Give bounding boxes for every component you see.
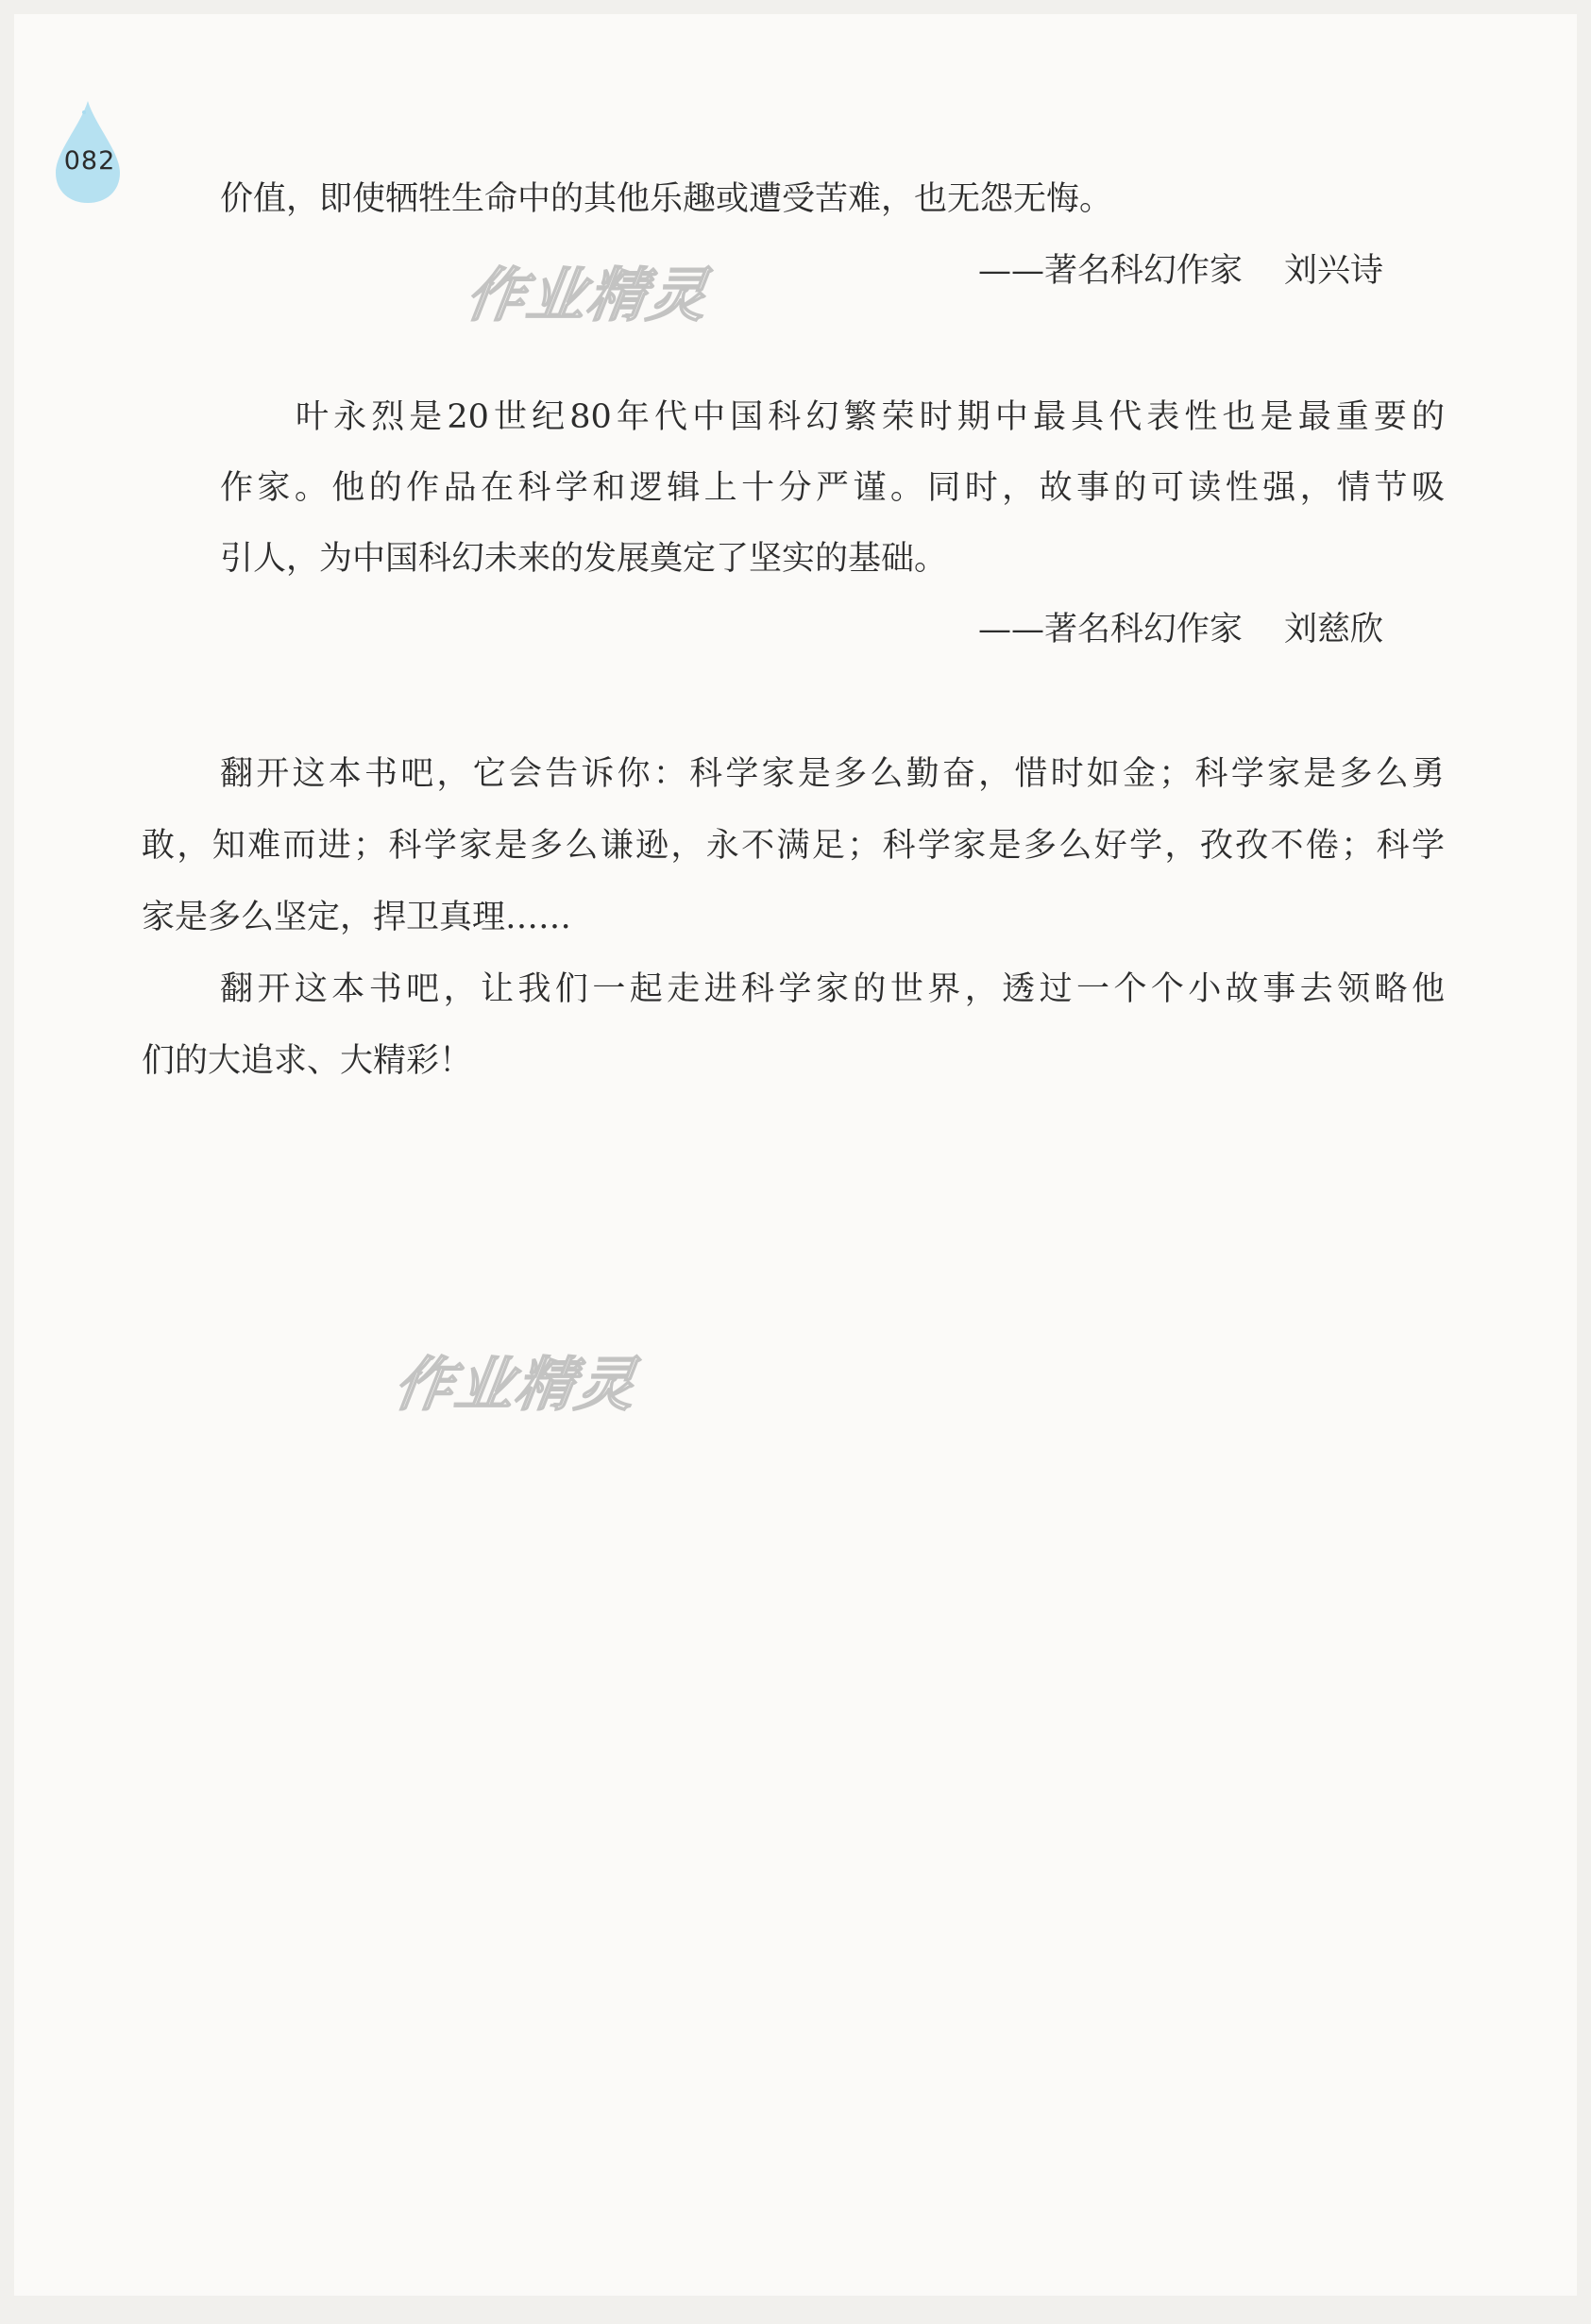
- quote1-line-1: 价值，即使牺牲生命中的其他乐趣或遭受苦难，也无怨无悔。: [220, 180, 1113, 218]
- page-number: 082: [63, 146, 116, 176]
- intro-p2-line-1: 翻开这本书吧，让我们一起走进科学家的世界，透过一个个小故事去领略他: [220, 970, 1445, 1008]
- intro-p2-line-2: 们的大追求、大精彩！: [142, 1042, 473, 1080]
- quote1-attribution: [978, 250, 1383, 292]
- quote1-attribution-prefix: ——著名科幻作家: [977, 252, 1243, 290]
- watermark-2: 作业精灵: [390, 1350, 642, 1419]
- quote2-line-1: 叶永烈是20世纪80年代中国科幻繁荣时期中最具代表性也是最重要的: [296, 398, 1445, 436]
- intro-p1-line-2: 敢，知难而进；科学家是多么谦逊，永不满足；科学家是多么好学，孜孜不倦；科学: [142, 827, 1445, 865]
- quote2-attribution: [978, 609, 1383, 650]
- quote2-line-3: 引人，为中国科幻未来的发展奠定了坚实的基础。: [220, 540, 948, 578]
- watermark-1: 作业精灵: [462, 261, 714, 329]
- page-number-badge: [52, 97, 124, 207]
- quote2-attribution-prefix: ——著名科幻作家: [977, 611, 1243, 648]
- quote2-attribution-name: 刘慈欣: [1283, 611, 1383, 648]
- quote2-line-2: 作家。他的作品在科学和逻辑上十分严谨。同时，故事的可读性强，情节吸: [220, 469, 1445, 507]
- intro-p1-line-3: 家是多么坚定，捍卫真理……: [142, 899, 572, 936]
- intro-p1-line-1: 翻开这本书吧，它会告诉你：科学家是多么勤奋，惜时如金；科学家是多么勇: [220, 755, 1445, 793]
- quote1-attribution-name: 刘兴诗: [1283, 252, 1383, 290]
- book-page: [14, 14, 1577, 2296]
